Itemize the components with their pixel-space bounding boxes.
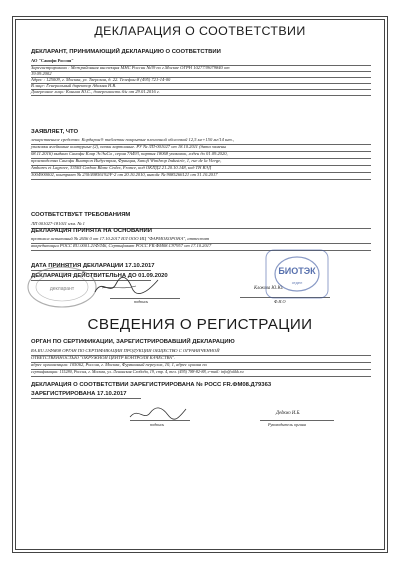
- claims-line-1: упаковки ячейковые контурные (2), пачки картонные. РУ № ЛП-001027 от 18.10.2011 (дата замены: [31, 144, 227, 149]
- registration-org-line-2: адрес организации: 105062, Россия, г. Москва, Фурманный переулок, 10, 1, адрес органа по: [31, 362, 207, 367]
- registration-title: СВЕДЕНИЯ О РЕГИСТРАЦИИ: [87, 316, 313, 333]
- registered-date: ЗАРЕГИСТРИРОВАНА 17.10.2017: [31, 391, 127, 397]
- basis-heading: ДЕКЛАРАЦИЯ ПРИНЯТА НА ОСНОВАНИИ: [31, 228, 152, 234]
- valid-until: ДЕКЛАРАЦИЯ ДЕЙСТВИТЕЛЬНА ДО 01.09.2020: [31, 273, 168, 279]
- registration-org-heading: ОРГАН ПО СЕРТИФИКАЦИИ, ЗАРЕГИСТРИРОВАВШИЙ ДЕКЛАРАЦИЮ: [31, 339, 235, 345]
- head-caption: Руководитель органа: [268, 422, 306, 427]
- declaration-title: ДЕКЛАРАЦИЯ О СООТВЕТСТВИИ: [94, 24, 306, 38]
- registration-signature-caption: подпись: [150, 422, 165, 427]
- acceptance-date: ДАТА ПРИНЯТИЯ ДЕКЛАРАЦИИ 17.10.2017: [31, 263, 155, 269]
- registration-org-line-3: сертификации: 115280, Россия, г. Москва, ул. Ленинская Слобода, 19, стр. 4, тел. (495) 788-82-88, e-mail: info@okkk.ru: [31, 369, 244, 374]
- applicant-line-1: Зарегистрировано : Межрайонная инспекция МНС России №39 по г.Москве ОГРН 1027739079840 от: [31, 65, 230, 70]
- biotek-stamp-sublabel: отдел: [291, 280, 303, 285]
- basis-line-1: аккредитации РОСС RU.0001.21ФЛ46, Сертификат РОСС FR.ФМ08.С97957 от 17.10.2017: [31, 243, 212, 248]
- claims-line-4: Ambares et Lagrave, 33565 Carbon Blanc Cedex, France, код ОКПД2 21.20.10.148, код ТН ВЭД: [31, 165, 212, 170]
- registration-org-line-0: RA.RU.11ФМ08 ОРГАН ПО СЕРТИФИКАЦИИ ПРОДУКЦИИ ОБЩЕСТВО С ОГРАНИЧЕННОЙ: [31, 348, 220, 353]
- requirements-heading: СООТВЕТСТВУЕТ ТРЕБОВАНИЯМ: [31, 212, 131, 218]
- requirements-line-0: ЛП 001027-181011 изм. № 1: [31, 221, 85, 226]
- biotek-stamp-label: БИОТЭК: [278, 266, 316, 276]
- applicant-line-4: В лице: Генеральный директор Адамян Н.В.: [31, 83, 117, 88]
- signer-caption: Ф.И.О: [274, 299, 286, 304]
- applicant-line-2: 19.09.2002: [31, 71, 52, 76]
- applicant-line-0: АО "Санофи Россия": [31, 58, 74, 63]
- declarant-stamp-label: декларант: [49, 286, 75, 292]
- claims-heading: ЗАЯВЛЯЕТ, ЧТО: [31, 129, 79, 135]
- claims-line-5: 3004900002, контракт № 230/40856192/F-2 от 20.10.2010, инвойс № 9085266121 от 31.10.2017: [31, 172, 218, 177]
- basis-line-0: протокол испытаний № 2656 0 от 17.10.2017 ИЛ ООО ИЦ "ФАРМОБОРОНА", аттестат: [31, 236, 210, 241]
- head-name: Дедюхо И.Б.: [276, 411, 301, 416]
- biotek-stamp: [262, 246, 332, 302]
- registered-heading: ДЕКЛАРАЦИЯ О СООТВЕТСТВИИ ЗАРЕГИСТРИРОВАНА № РОСС FR.ФМ08.Д79363: [31, 382, 272, 388]
- registration-org-line-1: ОТВЕТСТВЕННОСТЬЮ "ОКРУЖНОЙ ЦЕНТР КОНТРОЛЯ КАЧЕСТВА".: [31, 355, 176, 360]
- applicant-line-3: Адрес : 125009, г. Москва, ул. Тверская, д. 22. Телефон:8 (495) 721-14-00: [31, 77, 171, 82]
- applicant-line-5: Доверенное лицо: Конина Ю.С., доверенность б/н от 29.01.2016 г.: [31, 89, 160, 94]
- claims-line-2: 08.11.2016) выдано Санофи Клир ЭсЭнСи , серия 7А493, партия 18068 упаковок, годен до 01.09.2020,: [31, 151, 228, 156]
- declarant-signature: [92, 274, 162, 298]
- signer-name: Клокова Ю.Ю.: [254, 286, 284, 291]
- claims-line-0: лекарственное средство: Кордарон® таблетки покрытые пленочной оболочкой 12,5 мг+150 мг/14 шт.,: [31, 137, 235, 142]
- claims-line-3: производства Санофи Винтроп Индустрия, Франция, Sanofi Winthrop Industrie, 1, rue de la Vierge,: [31, 158, 222, 163]
- applicant-heading: ДЕКЛАРАНТ, ПРИНИМАЮЩИЙ ДЕКЛАРАЦИЮ О СООТВЕТСТВИИ: [31, 49, 221, 55]
- declarant-signature-caption: подпись: [134, 299, 149, 304]
